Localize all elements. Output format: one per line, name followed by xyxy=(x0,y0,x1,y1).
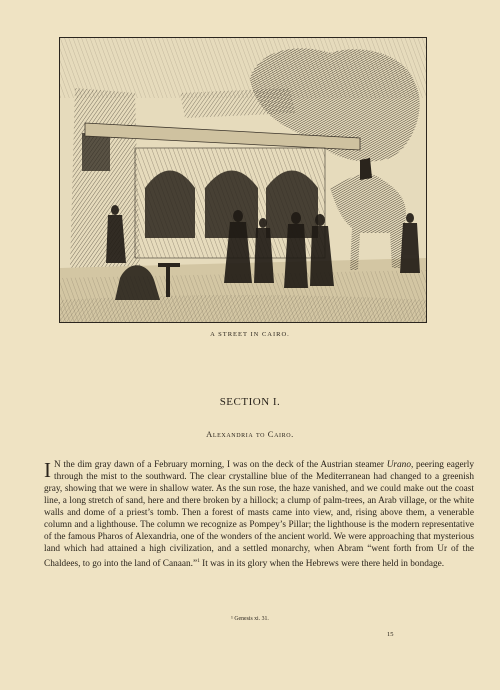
ship-name: Urano xyxy=(386,460,411,470)
paragraph-text-1: , peering eagerly through the mist to the southward. The clear crystalline blue of the Mediterranean had changed to a greenish gray, showing that we were in shallow water. As the sun rose, the haze vanished, and we could make out the coast line, a long stretch of sand, here and there broken by a hillock; a clump of palm-trees, an Arab village, or the white walls and dome of a priest’s tomb. Then a forest of masts came into view, and, rising above them, a venerable column and a lighthouse. The column we recognize as Pompey’s Pillar; the lighthouse is the modern representative of the famous Pharos of Alexandria, one of the wonders of the ancient world. We were approaching that mysterious land which had attained a high civilization, and a settled monarchy, when Abram “went forth from Ur of the Chaldees, to go into the land of Canaan.” xyxy=(44,460,474,570)
section-title: SECTION I. xyxy=(219,396,281,408)
illustration-caption: A STREET IN CAIRO. xyxy=(210,331,290,338)
footnote-marker: 1 xyxy=(197,558,200,565)
paragraph-lead: N the dim gray dawn of a February morning, I was on the deck of the Austrian steamer xyxy=(54,460,387,470)
drop-cap: I xyxy=(44,458,51,482)
body-paragraph xyxy=(44,459,474,571)
section-subtitle: Alexandria to Cairo. xyxy=(206,429,294,439)
engraving-illustration xyxy=(59,37,427,323)
page-number: 15 xyxy=(387,631,394,638)
footnote: ¹ Genesis xi. 31. xyxy=(231,616,269,622)
paragraph-text-2: It was in its glory when the Hebrews were there held in bondage. xyxy=(199,559,445,570)
